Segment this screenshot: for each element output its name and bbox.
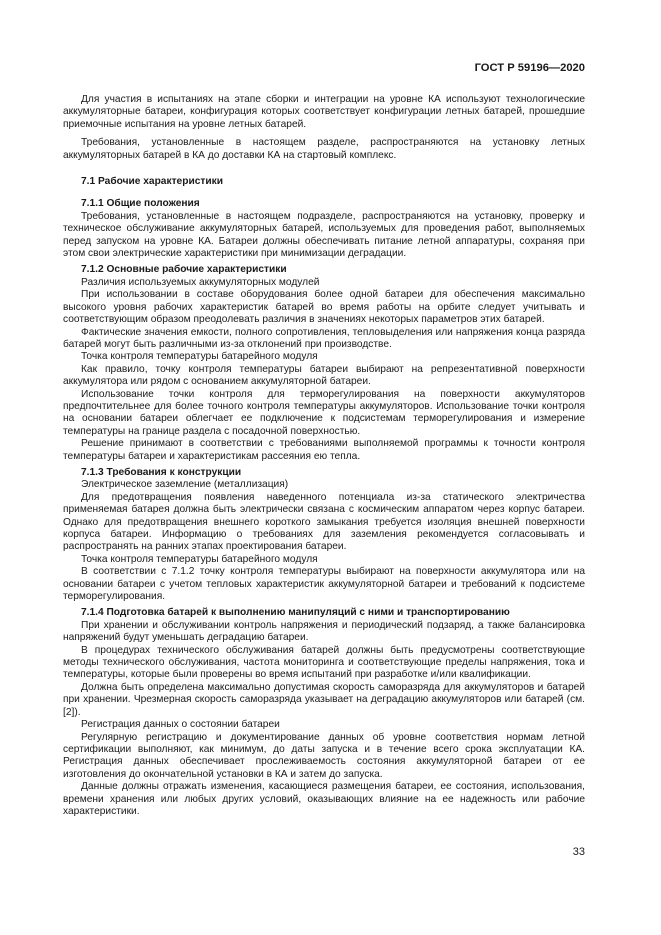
paragraph: Использование точки контроля для терморегулирования на поверхности аккумуляторов предпочтительнее для более точного контроля температуры аккумуляторов. Использование точки контроля на основании батареи облегчает ее подключение к подсистемам терморегулирования и измерение температуры на границе раздела с посадочной поверхностью. (63, 388, 585, 437)
paragraph: В соответствии с 7.1.2 точку контроля температуры выбирают на поверхности аккумулятора или на основании батареи с учетом тепловых характеристик аккумуляторной батареи и требований к подсистеме терморегулирования. (63, 566, 585, 603)
paragraph: Данные должны отражать изменения, касающиеся размещения батареи, ее состояния, использования, времени хранения или любых других условий, оказывающих влияние на ее надежность или рабочие характеристики. (63, 781, 585, 817)
paragraph: Требования, установленные в настоящем подразделе, распространяются на установку, проверку и техническое обслуживание аккумуляторных батарей, используемых для проведения работ, выполняемых перед запуском на уровне КА. Батареи должны обеспечивать питание летной аппаратуры, сохраняя при этом свои электрические характеристики при минимизации деградации. (63, 210, 585, 260)
paragraph: При хранении и обслуживании контроль напряжения и периодический подзаряд, а также балансировка напряжений будут уменьшать деградацию батареи. (63, 619, 585, 644)
paragraph: Различия используемых аккумуляторных модулей (81, 276, 320, 288)
page-number: 33 (572, 846, 585, 858)
paragraph: Электрическое заземление (металлизация) (81, 479, 289, 491)
subsection-heading: 7.1.2 Основные рабочие характеристики (81, 264, 287, 276)
paragraph: В процедурах технического обслуживания батарей должны быть предусмотрены соответствующие методы технического обслуживания, частота мониторинга и соответствующие пределы напряжения, тока и температуры, которые были проверены во время испытаний при разработке и/или квалификации. (63, 644, 585, 681)
subsection-heading: 7.1.4 Подготовка батарей к выполнению манипуляций с ними и транспортированию (81, 607, 510, 619)
document-body (63, 94, 585, 818)
paragraph: Фактические значения емкости, полного сопротивления, тепловыделения или напряжения конца разряда батарей могут быть различными из-за отклонений при производстве. (63, 326, 585, 350)
paragraph: Должна быть определена максимально допустимая скорость саморазряда для аккумуляторов и батарей при хранении. Чрезмерная скорость саморазряда указывает на деградацию аккумуляторов или батарей (см. [2]). (63, 681, 585, 718)
paragraph: Регулярную регистрацию и документирование данных об уровне соответствия нормам летной сертификации выполняют, как минимум, до даты запуска и в течение всего срока эксплуатации КА. Регистрация данных обеспечивает прослеживаемость состояния аккумуляторной батареи от ее изготовления до окончательной установки в КА и затем до запуска. (63, 731, 585, 780)
paragraph: При использовании в составе оборудования более одной батареи для обеспечения максимально высокого уровня рабочих характеристик батарей во время работы на орбите следует учитывать и соответствующим образом преодолевать различия в значениях некоторых параметров этих батарей. (63, 289, 585, 326)
paragraph: Требования, установленные в настоящем разделе, распространяются на установку летных аккумуляторных батарей в КА до доставки КА на стартовый комплекс. (63, 137, 585, 161)
paragraph: Регистрация данных о состоянии батареи (81, 719, 280, 731)
paragraph: Точка контроля температуры батарейного модуля (81, 553, 318, 565)
document-header: ГОСТ Р 59196—2020 (474, 62, 585, 74)
subsection-heading: 7.1.3 Требования к конструкции (81, 466, 242, 478)
paragraph: Точка контроля температуры батарейного модуля (81, 351, 318, 363)
paragraph: Как правило, точку контроля температуры батареи выбирают на репрезентативной поверхности аккумулятора или рядом с основанием аккумуляторной батареи. (63, 363, 585, 388)
paragraph: Для участия в испытаниях на этапе сборки и интеграции на уровне КА используют технологические аккумуляторные батареи, конфигурация которых соответствует конфигурации летных батарей, прошедшие приемочные испытания на уровне летных батарей. (63, 94, 585, 130)
paragraph: Для предотвращения появления наведенного потенциала из-за статического электричества применяемая батарея должна быть электрически связана с космическим аппаратом через корпус батареи. Однако для предотвращения внешнего короткого замыкания требуется изоляция внешней поверхности корпуса батареи. Информацию о требованиях для заземления рекомендуется согласовывать и распространять на ранних этапах проектирования батареи. (63, 491, 585, 553)
subsection-heading: 7.1.1 Общие положения (81, 198, 200, 210)
section-heading: 7.1 Рабочие характеристики (81, 176, 223, 188)
paragraph: Решение принимают в соответствии с требованиями выполняемой программы к точности контроля температуры батареи и характеристикам рассеяния ею тепла. (63, 438, 585, 462)
